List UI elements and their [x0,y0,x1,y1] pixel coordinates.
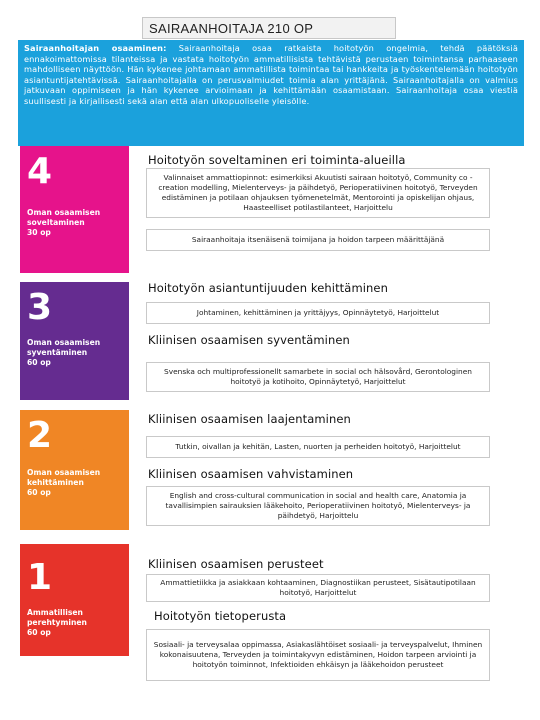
level-number: 4 [27,151,53,192]
section-heading: Kliinisen osaamisen perusteet [148,557,324,571]
course-list-box: Sairaanhoitaja itsenäisenä toimijana ja hoidon tarpeen määrittäjänä [146,229,490,251]
course-list-box: Johtaminen, kehittäminen ja yrittäjyys, Opinnäytetyö, Harjoittelut [146,302,490,324]
course-list-box: Sosiaali- ja terveysalaa oppimassa, Asiakaslähtöiset sosiaali- ja terveyspalvelut, Ihminen kokonaisuutena, Terveyden ja toimintakyvyn edistäminen, Hoidon tarpeen arviointi ja hoitotyön toiminnot, Infektioiden ehkäisyn ja lääkehoidon perusteet [146,629,490,681]
level-number: 1 [27,557,53,598]
course-list-box: Tutkin, oivallan ja kehitän, Lasten, nuorten ja perheiden hoitotyö, Harjoittelut [146,436,490,458]
level-description: Oman osaamisen soveltaminen 30 op [27,208,101,237]
level-1-block [20,544,129,656]
section-heading: Kliinisen osaamisen syventäminen [148,333,350,347]
section-heading: Hoitotyön tietoperusta [154,609,287,623]
level-2-block [20,410,129,530]
intro-panel [18,40,524,146]
page-title: SAIRAANHOITAJA 210 OP [142,17,396,39]
course-list-box: English and cross-cultural communication in social and health care, Anatomia ja tavallisimpien sairauksien lääkehoito, Perioperatiivinen hoitotyö, Mielenterveys- ja päihdetyö, Harjoittelu [146,486,490,526]
level-4-block [20,146,129,273]
level-description: Ammatillisen perehtyminen 60 op [27,608,87,637]
section-heading: Kliinisen osaamisen vahvistaminen [148,467,354,481]
level-description: Oman osaamisen kehittäminen 60 op [27,468,101,497]
intro-lead: Sairaanhoitajan osaaminen: [24,43,167,53]
level-number: 2 [27,415,53,456]
course-list-box: Valinnaiset ammattiopinnot: esimerkiksi Akuutisti sairaan hoitotyö, Community co -creation modelling, Mielenterveys- ja päihdetyö, Perioperatiivinen hoitotyö, Terveyden edistäminen ja potilaan ohjauksen työmenetelmät, Mentorointi ja opiskelijan ohjaus, Haasteelliset potilastilanteet, Harjoittelu [146,168,490,218]
section-heading: Kliinisen osaamisen laajentaminen [148,412,351,426]
course-list-box: Svenska och multiprofessionellt samarbete in social och hälsovård, Gerontologinen hoitotyö ja kotihoito, Opinnäytetyö, Harjoittelut [146,362,490,392]
level-3-block [20,282,129,400]
course-list-box: Ammattietiikka ja asiakkaan kohtaaminen, Diagnostiikan perusteet, Sisätautipotilaan hoitotyö, Harjoittelut [146,574,490,602]
level-description: Oman osaamisen syventäminen 60 op [27,338,101,367]
intro-text: Sairaanhoitaja osaa ratkaista hoitotyön ongelmia, tehdä päätöksiä ennakoimattomissa tilanteissa ja vastata hoitotyön ammatillisista tehtävistä perustaen toimintansa parhaaseen mahdolliseen näyttöön. Hän kykenee johtamaan ammatillista toimintaa tai hankkeita ja työskentelemään hoitotyön asiantuntijatehtävissä. Sairaanhoitajalla on perusvalmiudet toimia alan yrittäjänä. Sairaanhoitajalla on valmius jatkuvaan oppimiseen ja hän kykenee arvioimaan ja kehittämään osaamistaan. Sairaanhoitaja osaa viestiä suullisesti ja kirjallisesti sekä alan että alan ulkopuoliselle yleisölle. [24,43,518,106]
section-heading: Hoitotyön soveltaminen eri toiminta-alueilla [148,153,406,167]
section-heading: Hoitotyön asiantuntijuuden kehittäminen [148,281,388,295]
level-number: 3 [27,287,53,328]
